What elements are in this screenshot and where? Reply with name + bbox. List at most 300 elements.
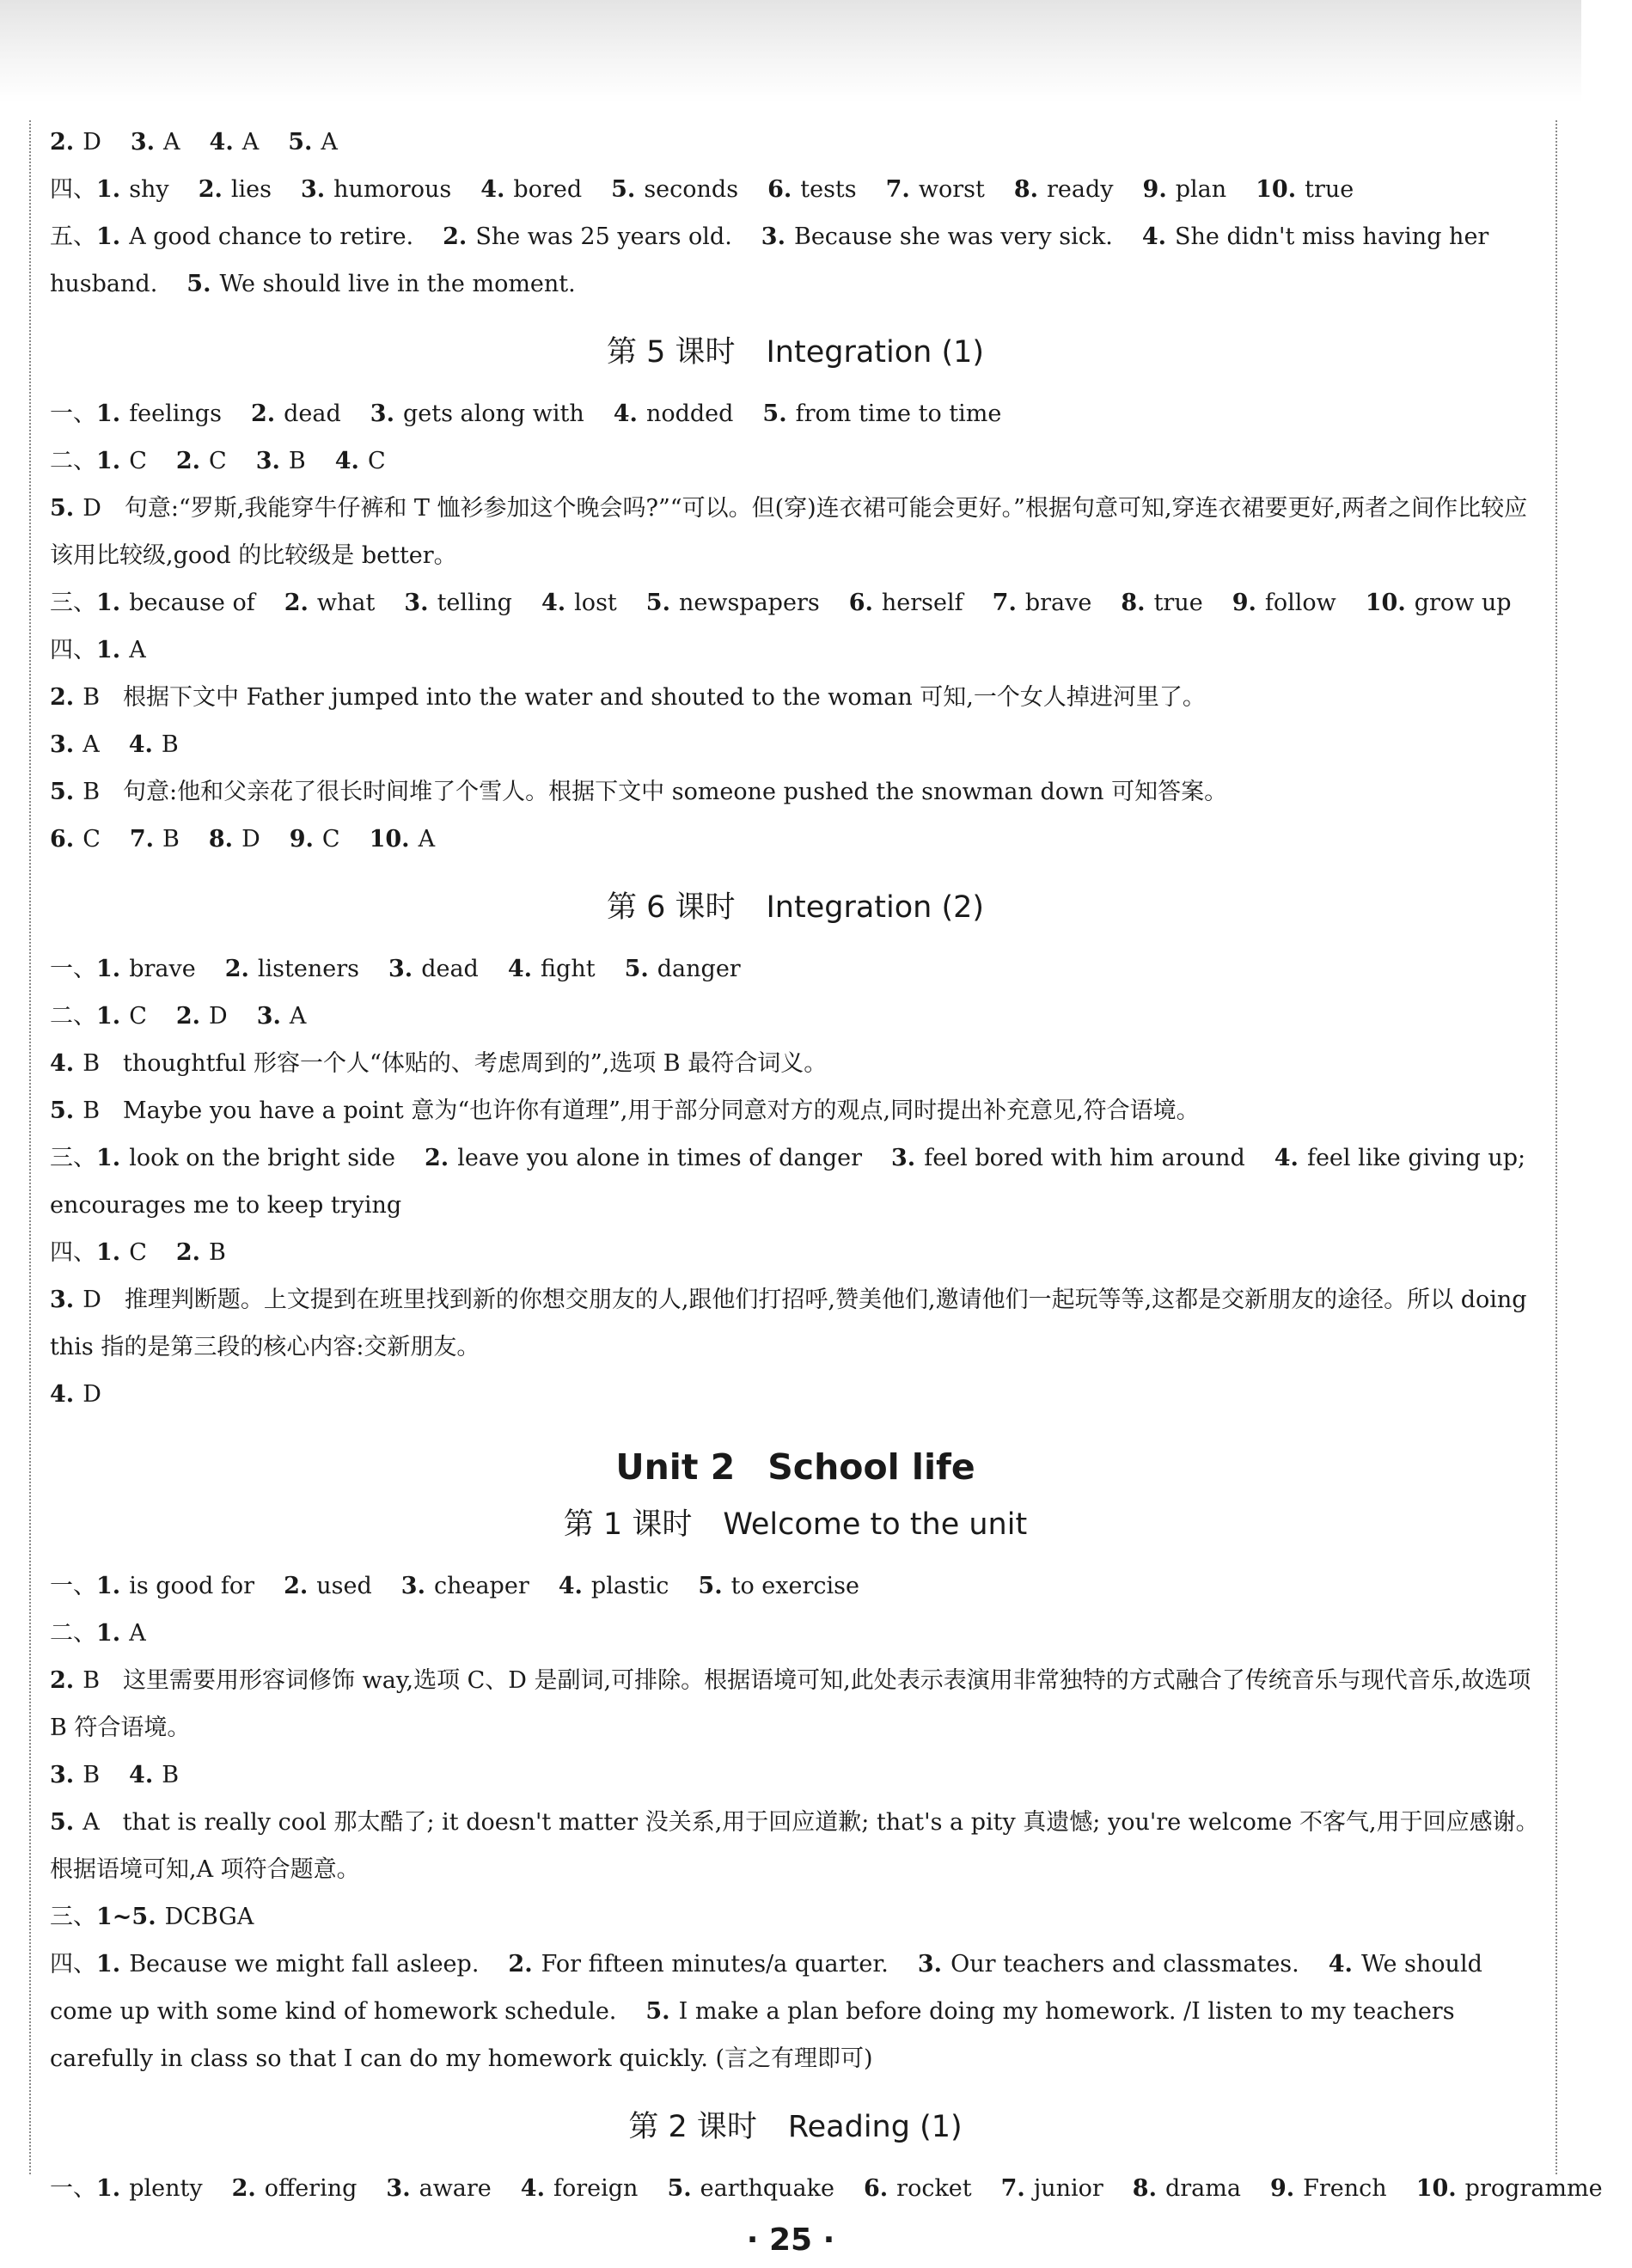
answer-item bbox=[96, 1239, 147, 1266]
answer-text: follow bbox=[1264, 590, 1336, 616]
question-number: 8. bbox=[1121, 590, 1146, 616]
answer-text: danger bbox=[657, 956, 741, 982]
answer-item bbox=[1014, 176, 1114, 203]
answer-item bbox=[667, 2175, 834, 2202]
answer-group bbox=[96, 1620, 175, 1647]
answer-text: true bbox=[1305, 176, 1354, 203]
answer-item bbox=[864, 2175, 972, 2202]
answer-item bbox=[1133, 2175, 1241, 2202]
answer-item bbox=[210, 129, 260, 156]
question-number: 2. bbox=[443, 223, 468, 250]
answer-text: because of bbox=[129, 590, 255, 616]
lesson-title-cn: 第 1 课时 bbox=[563, 1507, 693, 1542]
answer-item bbox=[335, 448, 386, 474]
answer-item bbox=[130, 826, 180, 853]
answer-text: tests bbox=[800, 176, 857, 203]
answer-line bbox=[50, 721, 1541, 768]
question-number: 4. bbox=[541, 590, 566, 616]
answer-text: B bbox=[162, 826, 180, 853]
question-number: 6. bbox=[50, 826, 75, 853]
answer-text: B bbox=[161, 731, 179, 758]
lesson-title-en: Welcome to the unit bbox=[723, 1507, 1028, 1542]
answer-text: We should live in the moment. bbox=[219, 271, 576, 297]
question-number: 1. bbox=[96, 637, 121, 663]
answer-item bbox=[388, 956, 479, 982]
answer-text: shy bbox=[129, 176, 169, 203]
question-number: 2. bbox=[50, 684, 75, 711]
answer-text: A bbox=[163, 129, 180, 156]
answer-text: D bbox=[209, 1003, 228, 1030]
question-number: 4. bbox=[334, 448, 359, 474]
answer-item bbox=[508, 956, 596, 982]
answer-item bbox=[891, 1145, 1245, 1171]
explanation bbox=[50, 1276, 1541, 1371]
question-number: 8. bbox=[1013, 176, 1038, 203]
question-number: 2. bbox=[175, 1239, 201, 1266]
section-mark: 一、 bbox=[50, 956, 96, 982]
answer-item bbox=[614, 400, 734, 427]
answer-text: offering bbox=[264, 2175, 358, 2202]
answer-group bbox=[96, 400, 1030, 427]
question-number: 4. bbox=[50, 1381, 75, 1408]
question-number: 3. bbox=[370, 400, 394, 427]
question-number: 6. bbox=[848, 590, 873, 616]
answer-item bbox=[186, 271, 575, 297]
question-number: 1. bbox=[96, 448, 121, 474]
question-number: 3. bbox=[400, 1573, 425, 1599]
explanation-text: B thoughtful 形容一个人“体贴的、考虑周到的”,选项 B 最符合词义。 bbox=[83, 1050, 828, 1077]
answer-text: A bbox=[289, 1003, 307, 1030]
answer-item bbox=[541, 590, 617, 616]
answer-line bbox=[50, 1229, 1541, 1276]
answer-item bbox=[886, 176, 985, 203]
section-mark: 五、 bbox=[50, 223, 96, 250]
lesson-title bbox=[50, 1499, 1541, 1550]
question-number: 5. bbox=[50, 1097, 75, 1124]
answer-text: leave you alone in times of danger bbox=[457, 1145, 863, 1171]
answer-line bbox=[50, 816, 1541, 863]
answer-item bbox=[96, 590, 255, 616]
question-number: 9. bbox=[289, 826, 314, 853]
answer-item bbox=[1256, 176, 1354, 203]
question-number: 3. bbox=[256, 1003, 281, 1030]
answer-group bbox=[96, 1904, 283, 1930]
answer-text: used bbox=[316, 1573, 372, 1599]
answer-text: C bbox=[129, 1239, 147, 1266]
answer-item bbox=[96, 176, 169, 203]
section-mark: 四、 bbox=[50, 1239, 96, 1266]
answer-group bbox=[50, 1951, 1482, 2072]
answer-text: I make a plan before doing my homework. /I listen to my teachers carefully in class so that I can do my homework quickly. (言之有理即可) bbox=[50, 1998, 1455, 2072]
question-number: 4. bbox=[209, 129, 234, 156]
answer-item bbox=[96, 1951, 479, 1978]
answer-item bbox=[96, 448, 147, 474]
question-number: 1. bbox=[96, 1620, 121, 1647]
question-number: 5. bbox=[624, 956, 649, 982]
question-number: 2. bbox=[231, 2175, 256, 2202]
answer-item bbox=[50, 1381, 101, 1408]
answer-text: B bbox=[209, 1239, 226, 1266]
question-number: 3. bbox=[50, 1762, 75, 1788]
answer-line bbox=[50, 437, 1541, 485]
answer-item bbox=[131, 129, 180, 156]
question-number: 8. bbox=[1132, 2175, 1157, 2202]
explanation bbox=[50, 1040, 1541, 1087]
question-number: 4. bbox=[480, 176, 505, 203]
answer-group bbox=[96, 1003, 335, 1030]
question-number: 4. bbox=[558, 1573, 583, 1599]
question-number: 10. bbox=[1256, 176, 1297, 203]
question-number: 3. bbox=[761, 223, 785, 250]
answer-text: foreign bbox=[553, 2175, 639, 2202]
question-number: 5. bbox=[645, 590, 670, 616]
answer-text: French bbox=[1303, 2175, 1387, 2202]
answer-text: gets along with bbox=[402, 400, 584, 427]
answer-text: look on the bright side bbox=[129, 1145, 395, 1171]
answer-text: Our teachers and classmates. bbox=[950, 1951, 1299, 1978]
answer-text: She was 25 years old. bbox=[475, 223, 732, 250]
lesson-title bbox=[50, 2101, 1541, 2153]
question-number: 1. bbox=[96, 590, 121, 616]
question-number: 4. bbox=[50, 1050, 75, 1077]
question-number: 1. bbox=[96, 176, 121, 203]
explanation bbox=[50, 768, 1541, 816]
question-number: 10. bbox=[1365, 590, 1406, 616]
section-mark: 四、 bbox=[50, 176, 96, 203]
answer-text: from time to time bbox=[795, 400, 1002, 427]
answer-text: newspapers bbox=[678, 590, 820, 616]
question-number: 5. bbox=[762, 400, 787, 427]
explanation-text: B 根据下文中 Father jumped into the water and shouted to the woman 可知,一个女人掉进河里了。 bbox=[83, 684, 1206, 711]
answer-item bbox=[480, 176, 582, 203]
answer-group bbox=[96, 637, 175, 663]
question-number: 2. bbox=[198, 176, 223, 203]
answer-item bbox=[176, 1003, 228, 1030]
answer-line bbox=[50, 993, 1541, 1040]
answer-item bbox=[96, 1145, 395, 1171]
answer-text: A bbox=[129, 1620, 146, 1647]
answer-text: nodded bbox=[645, 400, 734, 427]
question-number: 2. bbox=[224, 956, 249, 982]
scan-shading bbox=[0, 0, 1581, 103]
answer-item bbox=[96, 2175, 203, 2202]
question-number: 3. bbox=[388, 956, 413, 982]
question-number: 5. bbox=[50, 495, 75, 522]
question-number: 2. bbox=[250, 400, 276, 427]
answer-item bbox=[370, 826, 435, 853]
explanation bbox=[50, 674, 1541, 721]
lesson-title-en: Integration (1) bbox=[766, 335, 985, 370]
page-number: · 25 · bbox=[746, 2222, 835, 2258]
answer-item bbox=[508, 1951, 888, 1978]
explanation-text: D 推理判断题。上文提到在班里找到新的你想交朋友的人,跟他们打招呼,赞美他们,邀请他们一起玩等等,这都是交新朋友的途径。所以 doing this 指的是第三段的核心内容:交新朋友。 bbox=[50, 1287, 1527, 1360]
answer-line bbox=[50, 1134, 1541, 1229]
question-number: 5. bbox=[667, 2175, 692, 2202]
answer-text: plan bbox=[1175, 176, 1227, 203]
answer-item bbox=[443, 223, 732, 250]
answer-text: D bbox=[241, 826, 260, 853]
answer-item bbox=[50, 731, 100, 758]
answer-item bbox=[404, 590, 512, 616]
answer-text: junior bbox=[1033, 2175, 1103, 2202]
answer-text: A bbox=[418, 826, 436, 853]
answer-text: Because we might fall asleep. bbox=[129, 1951, 480, 1978]
answer-group bbox=[96, 2175, 1632, 2202]
question-number: 4. bbox=[1141, 223, 1166, 250]
answer-item bbox=[50, 129, 101, 156]
explanation bbox=[50, 1657, 1541, 1751]
answer-text: true bbox=[1153, 590, 1203, 616]
answer-text: D bbox=[83, 1381, 101, 1408]
answer-text: DCBGA bbox=[164, 1904, 254, 1930]
question-number: 4. bbox=[613, 400, 638, 427]
lesson-title bbox=[50, 327, 1541, 378]
question-number: 3. bbox=[891, 1145, 916, 1171]
answer-item bbox=[1001, 2175, 1103, 2202]
answer-text: fight bbox=[541, 956, 596, 982]
question-number: 2. bbox=[50, 1667, 75, 1694]
question-number: 10. bbox=[1415, 2175, 1457, 2202]
answer-text: C bbox=[129, 448, 147, 474]
question-number: 2. bbox=[50, 129, 75, 156]
answer-text: programme bbox=[1464, 2175, 1603, 2202]
question-number: 1. bbox=[96, 1239, 121, 1266]
explanation bbox=[50, 1799, 1541, 1893]
answer-text: A bbox=[321, 129, 338, 156]
answer-text: seconds bbox=[644, 176, 739, 203]
question-number: 3. bbox=[255, 448, 280, 474]
section-mark: 一、 bbox=[50, 2175, 96, 2202]
question-number: 2. bbox=[175, 1003, 201, 1030]
answer-item bbox=[646, 590, 820, 616]
answer-line bbox=[50, 1371, 1541, 1418]
answer-item bbox=[1143, 176, 1227, 203]
answer-item bbox=[521, 2175, 639, 2202]
answer-group bbox=[96, 956, 770, 982]
explanation-text: B Maybe you have a point 意为“也许你有道理”,用于部分同意对方的观点,同时提出补充意见,符合语境。 bbox=[83, 1097, 1200, 1124]
answer-line bbox=[50, 390, 1541, 437]
answer-item bbox=[96, 1003, 147, 1030]
section-mark: 三、 bbox=[50, 1145, 96, 1171]
answer-text: B bbox=[162, 1762, 180, 1788]
answer-item bbox=[176, 1239, 226, 1266]
answer-text: brave bbox=[1024, 590, 1092, 616]
answer-text: aware bbox=[419, 2175, 492, 2202]
question-number: 5. bbox=[611, 176, 636, 203]
answer-line bbox=[50, 945, 1541, 993]
section-mark: 二、 bbox=[50, 1003, 96, 1030]
section-mark: 二、 bbox=[50, 1620, 96, 1647]
answer-item bbox=[50, 1762, 100, 1788]
question-number: 4. bbox=[1274, 1145, 1299, 1171]
question-number: 4. bbox=[520, 2175, 545, 2202]
lesson-title-en: Integration (2) bbox=[766, 890, 985, 925]
answer-line bbox=[50, 1610, 1541, 1657]
question-number: 3. bbox=[404, 590, 429, 616]
question-number: 4. bbox=[128, 731, 153, 758]
unit-name: School life bbox=[767, 1446, 975, 1488]
question-number: 3. bbox=[386, 2175, 411, 2202]
question-number: 9. bbox=[1269, 2175, 1295, 2202]
question-number: 9. bbox=[1232, 590, 1256, 616]
section-mark: 四、 bbox=[50, 1951, 96, 1978]
answer-text: worst bbox=[918, 176, 985, 203]
question-number: 7. bbox=[1000, 2175, 1025, 2202]
answer-text: dead bbox=[284, 400, 341, 427]
answer-line bbox=[50, 213, 1541, 308]
answer-item bbox=[176, 448, 227, 474]
answer-line bbox=[50, 1562, 1541, 1610]
answer-text: plastic bbox=[590, 1573, 669, 1599]
answer-item bbox=[96, 223, 413, 250]
answer-text: feel bored with him around bbox=[924, 1145, 1245, 1171]
answer-text: cheaper bbox=[433, 1573, 529, 1599]
answer-item bbox=[401, 1573, 529, 1599]
answer-text: A good chance to retire. bbox=[129, 223, 414, 250]
answer-item bbox=[199, 176, 272, 203]
question-number: 7. bbox=[885, 176, 910, 203]
section-mark: 三、 bbox=[50, 590, 96, 616]
answer-item bbox=[1366, 590, 1512, 616]
lesson-title-cn: 第 6 课时 bbox=[606, 890, 736, 925]
answer-text: to exercise bbox=[730, 1573, 859, 1599]
answer-item bbox=[209, 826, 260, 853]
question-number: 1. bbox=[96, 1003, 121, 1030]
answer-text: drama bbox=[1164, 2175, 1241, 2202]
question-number: 9. bbox=[1142, 176, 1167, 203]
answer-item bbox=[129, 1762, 179, 1788]
answer-item bbox=[290, 826, 340, 853]
answer-line bbox=[50, 627, 1541, 674]
answer-line bbox=[50, 1751, 1541, 1799]
question-number: 2. bbox=[284, 590, 309, 616]
question-number: 5. bbox=[698, 1573, 723, 1599]
answer-line bbox=[50, 2165, 1603, 2212]
answer-group bbox=[50, 1145, 1525, 1219]
question-number: 1. bbox=[96, 1573, 121, 1599]
answer-text: A bbox=[83, 731, 100, 758]
answer-line bbox=[50, 1941, 1541, 2082]
answer-item bbox=[96, 956, 196, 982]
question-number: 2. bbox=[175, 448, 201, 474]
question-number: 7. bbox=[992, 590, 1017, 616]
question-number: 3. bbox=[917, 1951, 943, 1978]
answer-item bbox=[257, 1003, 307, 1030]
question-number: 1. bbox=[96, 956, 121, 982]
answer-item bbox=[611, 176, 738, 203]
left-margin-line bbox=[29, 120, 31, 2174]
answer-item bbox=[698, 1573, 859, 1599]
question-number: 10. bbox=[369, 826, 410, 853]
question-number: 1. bbox=[96, 2175, 121, 2202]
question-number: 2. bbox=[284, 1573, 309, 1599]
question-number: 1~5. bbox=[96, 1904, 156, 1930]
section-mark: 四、 bbox=[50, 637, 96, 663]
answer-text: herself bbox=[881, 590, 963, 616]
answer-text: For fifteen minutes/a quarter. bbox=[541, 1951, 889, 1978]
answer-item bbox=[232, 2175, 358, 2202]
question-number: 4. bbox=[507, 956, 533, 982]
answer-text: feel like giving up; encourages me to keep trying bbox=[50, 1145, 1526, 1219]
explanation bbox=[50, 1087, 1541, 1134]
question-number: 4. bbox=[129, 1762, 154, 1788]
answer-text: grow up bbox=[1414, 590, 1512, 616]
answer-text: C bbox=[129, 1003, 147, 1030]
answer-item bbox=[918, 1951, 1299, 1978]
answer-group bbox=[96, 448, 415, 474]
answer-item bbox=[559, 1573, 669, 1599]
question-number: 3. bbox=[130, 129, 156, 156]
explanation-text: A that is really cool 那太酷了; it doesn't matter 没关系,用于回应道歉; that's a pity 真遗憾; you're welcome 不客气,用于回应感谢。根据语境可知,A 项符合题意。 bbox=[50, 1809, 1539, 1883]
answer-item bbox=[288, 129, 338, 156]
answer-text: rocket bbox=[896, 2175, 972, 2202]
answer-text: A bbox=[129, 637, 146, 663]
answer-item bbox=[50, 826, 101, 853]
answer-text: C bbox=[367, 448, 386, 474]
answer-item bbox=[129, 731, 179, 758]
answer-item bbox=[251, 400, 341, 427]
answer-item bbox=[1232, 590, 1336, 616]
answer-group bbox=[96, 1239, 255, 1266]
answer-item bbox=[96, 637, 146, 663]
answer-line bbox=[50, 1893, 1541, 1941]
question-number: 6. bbox=[863, 2175, 889, 2202]
answer-item bbox=[370, 400, 584, 427]
answer-text: plenty bbox=[129, 2175, 203, 2202]
answer-line bbox=[50, 119, 1541, 166]
explanation-text: B 这里需要用形容词修饰 way,选项 C、D 是副词,可排除。根据语境可知,此处表示表演用非常独特的方式融合了传统音乐与现代音乐,故选项 B 符合语境。 bbox=[50, 1667, 1531, 1741]
answer-item bbox=[96, 1904, 254, 1930]
lesson-title-cn: 第 5 课时 bbox=[606, 335, 736, 370]
explanation-text: D 句意:“罗斯,我能穿牛仔裤和 T 恤衫参加这个晚会吗?”“可以。但(穿)连衣裙可能会更好。”根据句意可知,穿连衣裙要更好,两者之间作比较应该用比较级,good 的比较级是 better。 bbox=[50, 495, 1528, 569]
answer-text: C bbox=[321, 826, 340, 853]
question-number: 5. bbox=[645, 1998, 670, 2025]
explanation-text: B 句意:他和父亲花了很长时间堆了个雪人。根据下文中 someone pushed the snowman down 可知答案。 bbox=[83, 779, 1228, 805]
question-number: 3. bbox=[50, 1287, 75, 1313]
question-number: 8. bbox=[208, 826, 234, 853]
answer-text: what bbox=[316, 590, 376, 616]
answer-item bbox=[993, 590, 1092, 616]
unit-title bbox=[50, 1439, 1541, 1495]
answer-item bbox=[284, 1573, 372, 1599]
lesson-title-cn: 第 2 课时 bbox=[628, 2110, 757, 2144]
answer-text: humorous bbox=[333, 176, 452, 203]
answer-key-content bbox=[50, 119, 1603, 2212]
answer-group bbox=[50, 223, 1488, 297]
answer-item bbox=[849, 590, 963, 616]
answer-text: B bbox=[288, 448, 306, 474]
answer-line bbox=[50, 166, 1541, 213]
answer-text: lost bbox=[574, 590, 617, 616]
answer-text: We should come up with some kind of homework schedule. bbox=[50, 1951, 1482, 2025]
answer-item bbox=[225, 956, 359, 982]
section-mark: 二、 bbox=[50, 448, 96, 474]
answer-item bbox=[96, 1573, 254, 1599]
answer-text: is good for bbox=[129, 1573, 255, 1599]
answer-text: C bbox=[83, 826, 101, 853]
answer-text: brave bbox=[129, 956, 196, 982]
answer-text: Because she was very sick. bbox=[793, 223, 1113, 250]
question-number: 1. bbox=[96, 223, 121, 250]
answer-text: listeners bbox=[257, 956, 359, 982]
right-margin-line bbox=[1556, 120, 1557, 2174]
question-number: 5. bbox=[186, 271, 211, 297]
answer-item bbox=[301, 176, 451, 203]
answer-group bbox=[96, 590, 1541, 616]
answer-item bbox=[1121, 590, 1202, 616]
answer-group bbox=[96, 176, 1383, 203]
answer-item bbox=[1416, 2175, 1603, 2202]
